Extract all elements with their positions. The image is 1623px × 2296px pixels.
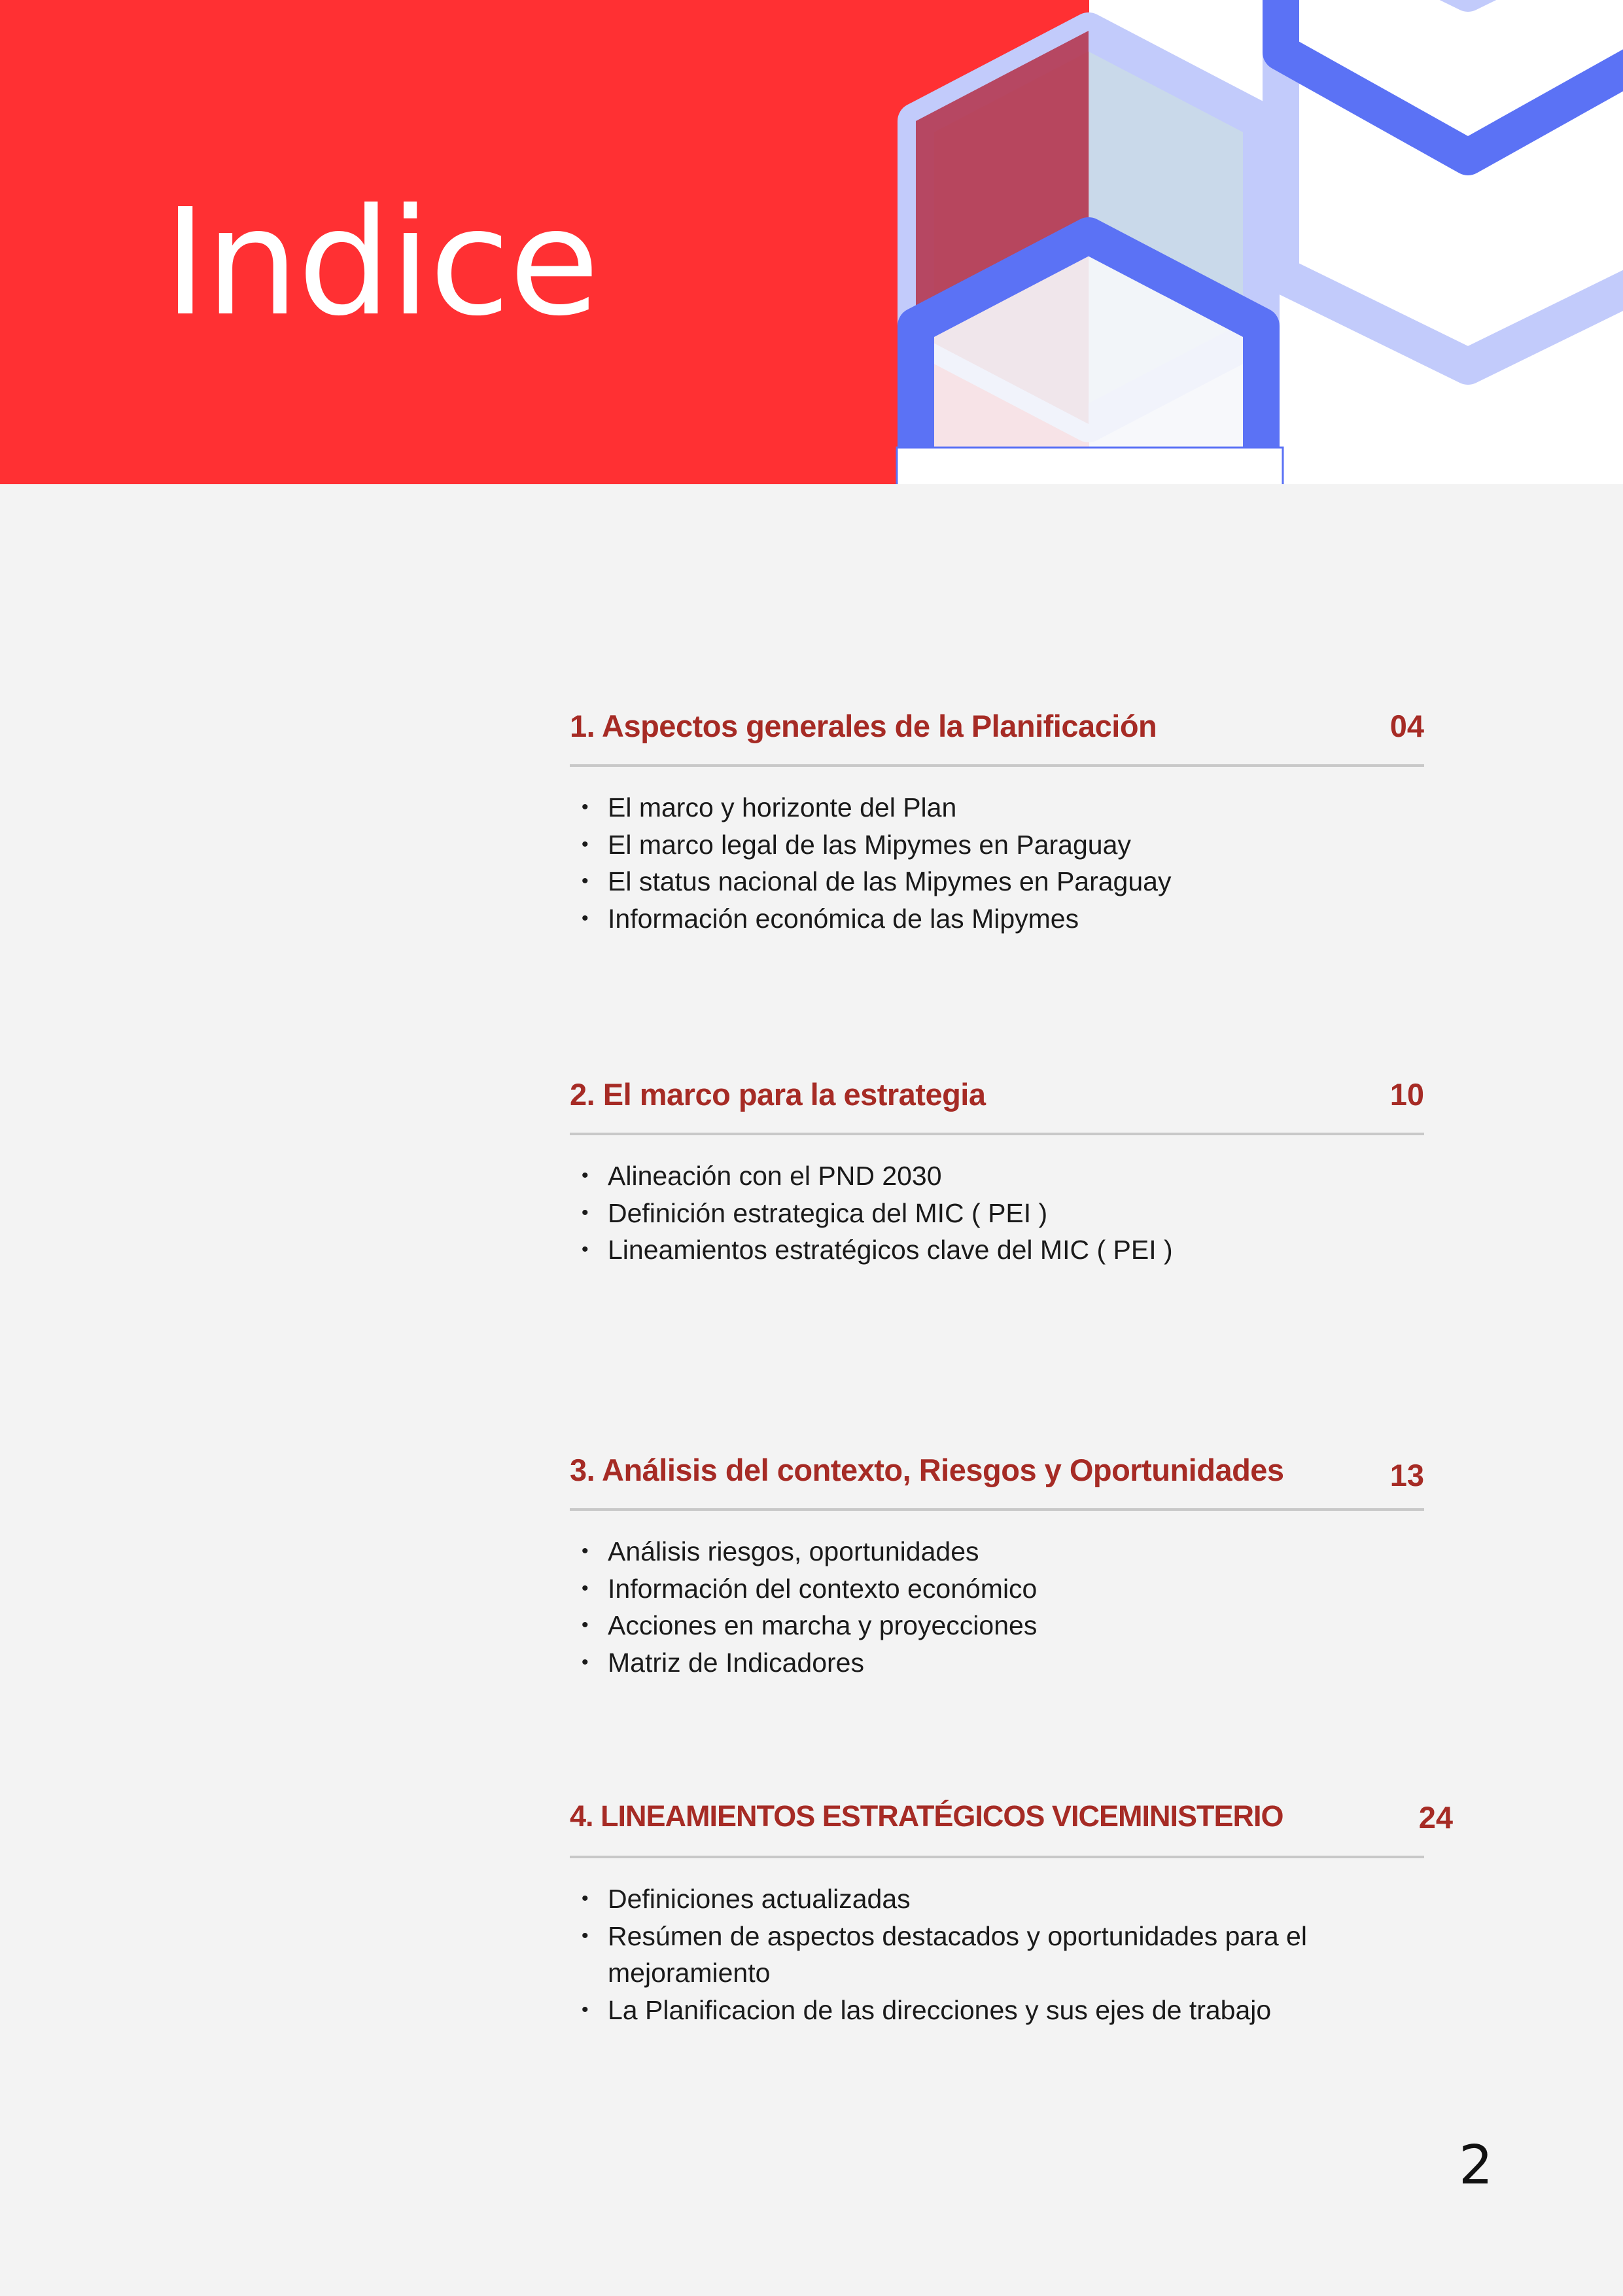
section-header bbox=[570, 1452, 1424, 1511]
bullet-icon: • bbox=[582, 1614, 589, 1636]
bullet-icon: • bbox=[582, 1888, 589, 1909]
toc-section-2 bbox=[570, 1076, 1424, 1269]
page-number: 2 bbox=[1459, 2134, 1493, 2197]
list-item[interactable] bbox=[570, 863, 1424, 900]
toc-section-1 bbox=[570, 708, 1424, 937]
section-items bbox=[570, 1881, 1424, 2028]
bullet-icon: • bbox=[582, 1651, 589, 1673]
list-item-text: Alineación con el PND 2030 bbox=[608, 1161, 942, 1191]
list-item[interactable] bbox=[570, 1231, 1424, 1269]
list-item-text: Lineamientos estratégicos clave del MIC ( PEI ) bbox=[608, 1235, 1173, 1265]
list-item-text: Matriz de Indicadores bbox=[608, 1647, 864, 1678]
list-item[interactable] bbox=[570, 1533, 1424, 1570]
section-page-number: 24 bbox=[1418, 1800, 1453, 1835]
section-title[interactable]: 4. LINEAMIENTOS ESTRATÉGICOS VICEMINISTERIO bbox=[570, 1799, 1283, 1833]
list-item[interactable] bbox=[570, 1570, 1424, 1608]
list-item[interactable] bbox=[570, 826, 1424, 864]
list-item-text: El status nacional de las Mipymes en Paraguay bbox=[608, 866, 1172, 896]
section-title[interactable]: 1. Aspectos generales de la Planificación bbox=[570, 709, 1157, 743]
bullet-icon: • bbox=[582, 1239, 589, 1260]
list-item[interactable] bbox=[570, 1881, 1424, 1918]
section-items bbox=[570, 1533, 1424, 1681]
bullet-icon: • bbox=[582, 833, 589, 855]
list-item[interactable] bbox=[570, 1644, 1424, 1682]
list-item[interactable] bbox=[570, 1195, 1424, 1232]
hexagon-base-box bbox=[897, 448, 1283, 484]
list-item-text: Definiciones actualizadas bbox=[608, 1884, 911, 1914]
section-page-number: 04 bbox=[1389, 709, 1424, 743]
toc-section-4 bbox=[570, 1799, 1453, 2028]
hexagon-top-right bbox=[1281, 0, 1623, 366]
bullet-icon: • bbox=[582, 907, 589, 929]
section-header bbox=[570, 1076, 1424, 1135]
bullet-icon: • bbox=[582, 1577, 589, 1599]
bullet-icon: • bbox=[582, 1165, 589, 1186]
list-item[interactable] bbox=[570, 1607, 1424, 1644]
page-title: Indice bbox=[164, 177, 599, 349]
list-item-text: Análisis riesgos, oportunidades bbox=[608, 1536, 979, 1566]
section-items bbox=[570, 1157, 1424, 1269]
list-item-text: Información económica de las Mipymes bbox=[608, 903, 1079, 934]
bullet-icon: • bbox=[582, 796, 589, 818]
bullet-icon: • bbox=[582, 1924, 589, 1947]
section-title[interactable]: 3. Análisis del contexto, Riesgos y Oportunidades bbox=[570, 1453, 1284, 1487]
bullet-icon: • bbox=[582, 1998, 589, 2021]
list-item-text: El marco y horizonte del Plan bbox=[608, 792, 957, 822]
bullet-icon: • bbox=[582, 1540, 589, 1562]
list-item-text: El marco legal de las Mipymes en Paraguay bbox=[608, 829, 1131, 860]
section-header bbox=[570, 708, 1424, 767]
section-header bbox=[570, 1799, 1453, 1858]
list-item-text: Definición estrategica del MIC ( PEI ) bbox=[608, 1197, 1048, 1228]
list-item[interactable] bbox=[570, 1918, 1424, 1992]
section-page-number: 10 bbox=[1389, 1077, 1424, 1112]
list-item-text: La Planificacion de las direcciones y sus ejes de trabajo bbox=[608, 1994, 1272, 2025]
toc-section-3 bbox=[570, 1452, 1424, 1681]
header-banner bbox=[0, 0, 1623, 484]
list-item-text: Acciones en marcha y proyecciones bbox=[608, 1610, 1038, 1640]
list-item[interactable] bbox=[570, 1157, 1424, 1195]
bullet-icon: • bbox=[582, 1201, 589, 1224]
list-item-text: Información del contexto económico bbox=[608, 1573, 1038, 1604]
section-title[interactable]: 2. El marco para la estrategia bbox=[570, 1077, 986, 1112]
section-items bbox=[570, 789, 1424, 937]
list-item[interactable] bbox=[570, 789, 1424, 826]
list-item[interactable] bbox=[570, 900, 1424, 938]
bullet-icon: • bbox=[582, 870, 589, 892]
section-page-number: 13 bbox=[1389, 1458, 1424, 1492]
list-item-text: Resúmen de aspectos destacados y oportunidades para el mejoramiento bbox=[608, 1920, 1307, 1988]
list-item[interactable] bbox=[570, 1992, 1424, 2029]
